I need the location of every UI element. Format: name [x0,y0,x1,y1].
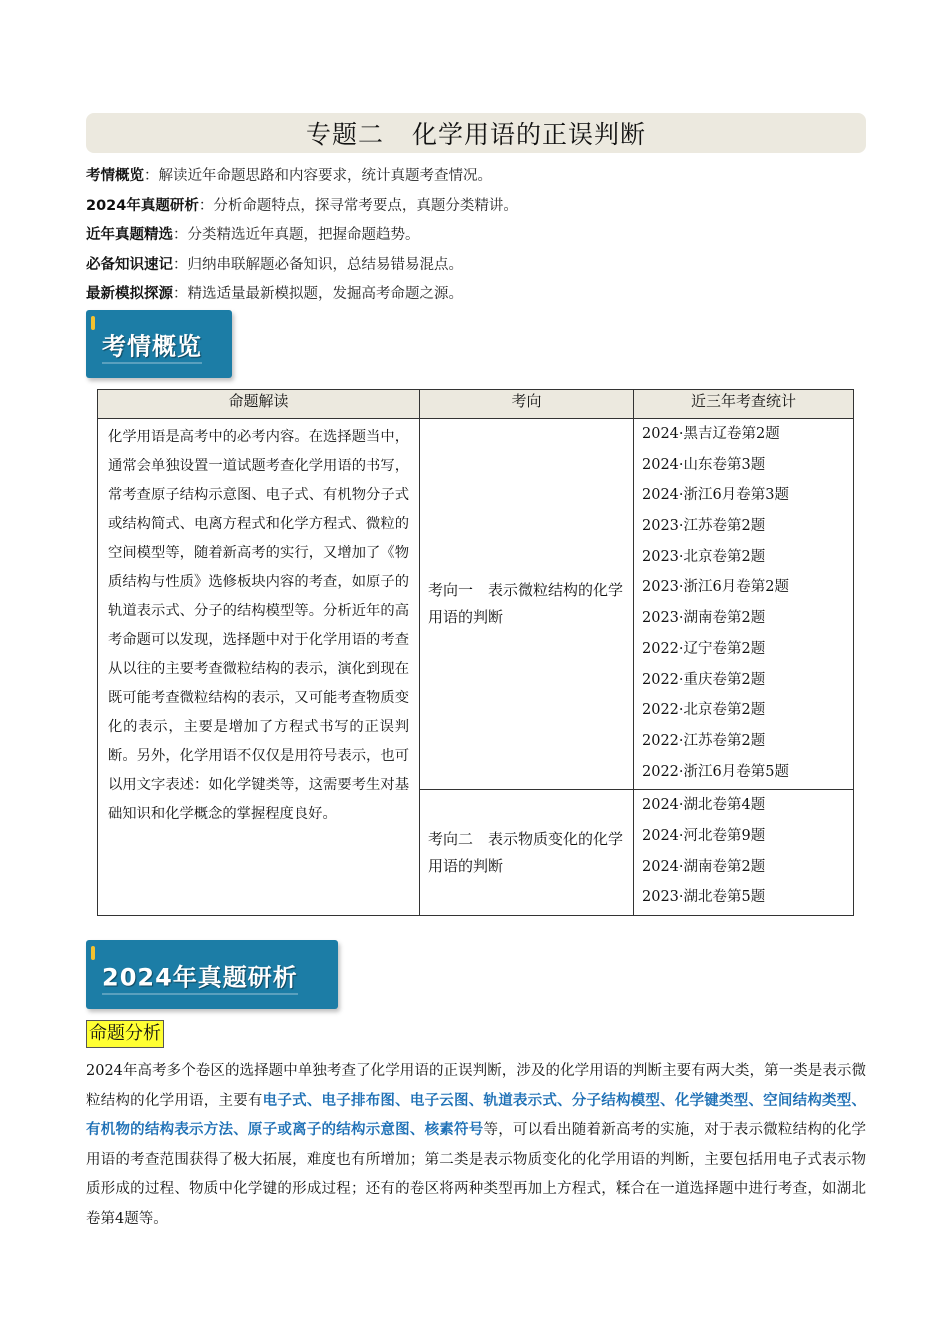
section-badge-2024-analysis [86,940,338,1009]
year-item: 2022·辽宁卷第2题 [642,640,766,657]
section-badge-overview [86,310,232,378]
title-part-1: 专题二 [305,120,384,149]
exam-stats-table [97,389,854,916]
header-statistics: 近三年考查统计 [634,390,854,419]
year-item: 2024·黑吉辽卷第2题 [642,426,780,442]
subsection-heading: 命题分析 [86,1020,164,1048]
year-item: 2023·江苏卷第2题 [642,518,766,535]
intro-key: 考情概览 [86,168,144,184]
table-row [98,419,854,790]
year-item: 2023·湖南卷第2题 [642,610,766,627]
year-item: 2024·山东卷第3题 [642,456,766,473]
intro-value: ：精选适量最新模拟题，发掘高考命题之源。 [173,286,463,302]
direction-cell: 考向二 表示物质变化的化学用语的判断 [420,790,634,916]
year-item: 2024·湖南卷第2题 [642,858,766,875]
years-cell [634,790,854,916]
intro-value: ：解读近年命题思路和内容要求，统计真题考查情况。 [144,168,492,184]
title-part-2: 化学用语的正误判断 [412,120,647,149]
section-badge-label: 考情概览 [102,333,202,364]
year-item: 2022·重庆卷第2题 [642,671,766,688]
badge-accent-mark [91,316,95,330]
page-title [86,113,866,153]
intro-value: ：分类精选近年真题，把握命题趋势。 [173,227,420,243]
section-badge-label: 2024年真题研析 [102,963,298,994]
badge-accent-mark [91,946,95,960]
year-item: 2023·浙江6月卷第2题 [642,579,789,596]
year-item: 2024·河北卷第9题 [642,827,766,844]
analysis-text-2: 等，可以看出随着新高考的实施，对于表示微粒结构的化学用语的考查范围获得了极大拓展，难度也有所增加；第二类是表示物质变化的化学用语的判断，主要包括用电子式表示物质形成的过程、物质中化学键的形成过程；还有的卷区将两种类型再加上方程式，糅合在一道选择题中进行考查，如湖北卷第4题等。 [86,1122,866,1227]
direction-cell: 考向一 表示微粒结构的化学用语的判断 [420,419,634,790]
year-item: 2022·江苏卷第2题 [642,732,766,749]
intro-key: 必备知识速记 [86,256,173,273]
intro-key: 2024年真题研析 [86,197,199,214]
year-item: 2023·湖北卷第5题 [642,889,766,906]
year-item: 2023·北京卷第2题 [642,548,766,565]
interpretation-cell: 化学用语是高考中的必考内容。在选择题当中，通常会单独设置一道试题考查化学用语的书写，常考查原子结构示意图、电子式、有机物分子式或结构简式、电离方程式和化学方程式、微粒的空间模型等，随着新高考的实行，又增加了《物质结构与性质》选修板块内容的考查，如原子的轨道表示式、分子的结构模型等。分析近年的高考命题可以发现，选择题中对于化学用语的考查从以往的主要考查微粒结构的表示，演化到现在既可能考查微粒结构的表示，又可能考查物质变化的表示，主要是增加了方程式书写的正误判断。另外，化学用语不仅仅是用符号表示，也可以用文字表述：如化学键类等，这需要考生对基础知识和化学概念的掌握程度良好。 [98,419,420,916]
year-item: 2024·浙江6月卷第3题 [642,487,789,504]
intro-list [86,162,866,310]
intro-line [86,162,866,192]
year-item: 2024·湖北卷第4题 [642,797,766,814]
analysis-text-1: 2024年高考多个卷区的选择题中单独考查了化学用语的正误判断，涉及的化学用语的判断主要有两大类，第一类是表示微粒结构的化学用语，主要有 [86,1063,866,1109]
header-direction: 考向 [420,390,634,419]
year-item: 2022·浙江6月卷第5题 [642,763,789,780]
header-interpretation: 命题解读 [98,390,420,419]
intro-line [86,221,866,251]
analysis-paragraph [86,1057,866,1234]
intro-line [86,192,866,222]
intro-line [86,280,866,310]
intro-key: 最新模拟探源 [86,286,173,302]
intro-line [86,251,866,281]
years-cell [634,419,854,790]
intro-value: ：分析命题特点，探寻常考要点，真题分类精讲。 [198,197,518,214]
intro-key: 近年真题精选 [86,227,173,243]
table-header-row [98,390,854,419]
analysis-highlight: 电子式、电子排布图、电子云图、轨道表示式、分子结构模型、化学键类型、空间结构类型、有机物的结构表示方法、原子或离子的结构示意图、核素符号 [86,1092,866,1138]
year-item: 2022·北京卷第2题 [642,702,766,719]
intro-value: ：归纳串联解题必备知识，总结易错易混点。 [173,256,463,273]
